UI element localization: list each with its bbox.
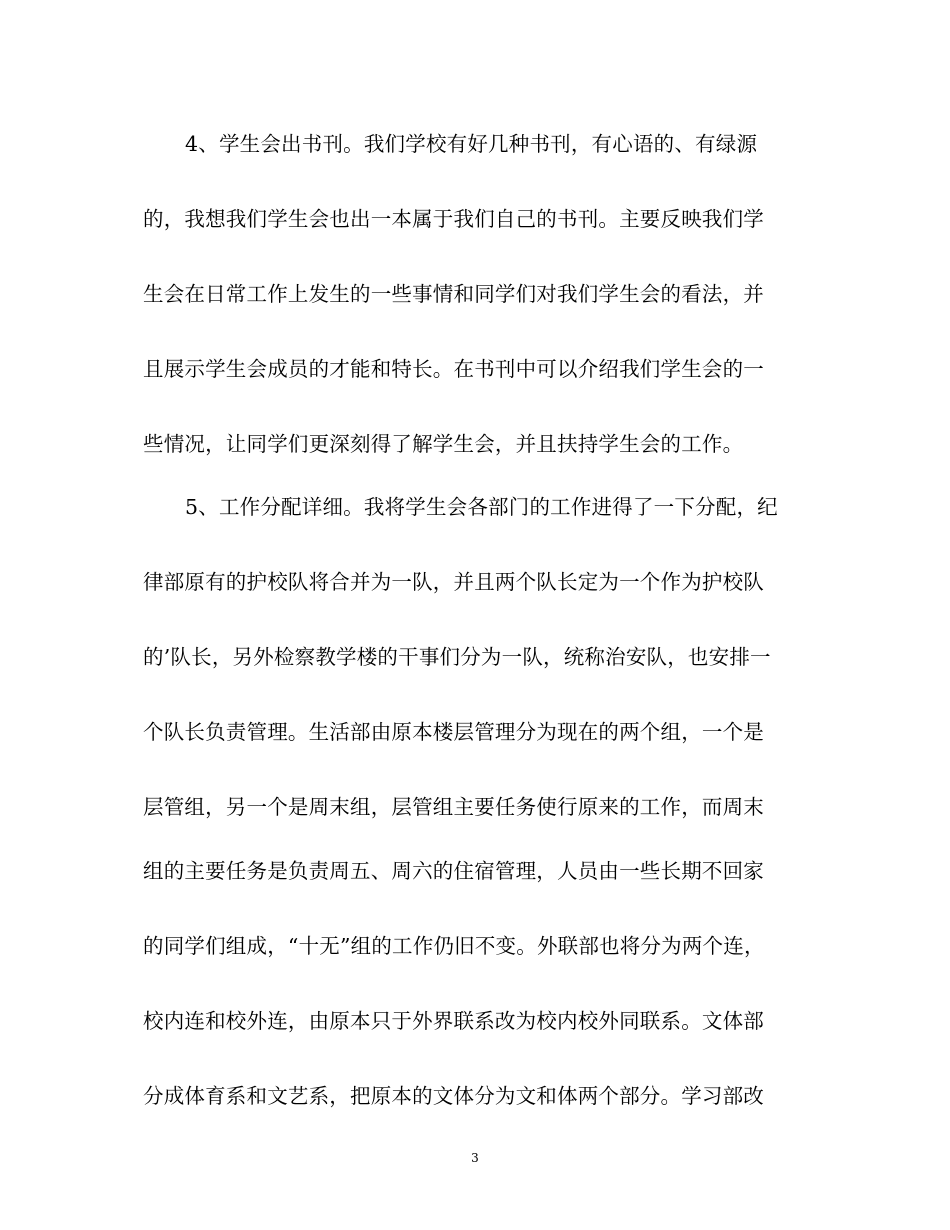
paragraph-line: 校内连和校外连，由原本只于外界联系改为校内校外同联系。文体部 [143,1009,764,1033]
paragraph-line: 分成体育系和文艺系，把原本的文体分为文和体两个部分。学习部改 [143,1084,764,1108]
page-number: 3 [471,1151,479,1165]
paragraph-line: 且展示学生会成员的才能和特长。在书刊中可以介绍我们学生会的一 [143,357,764,381]
paragraph-line: 4、学生会出书刊。我们学校有好几种书刊，有心语的、有绿源 [185,132,758,156]
paragraph-line: 个队长负责管理。生活部由原本楼层管理分为现在的两个组，一个是 [143,720,764,744]
paragraph-line: 的，我想我们学生会也出一本属于我们自己的书刊。主要反映我们学 [143,207,764,231]
paragraph-line: 生会在日常工作上发生的一些事情和同学们对我们学生会的看法，并 [143,282,764,306]
paragraph-line: 层管组，另一个是周末组，层管组主要任务使行原来的工作，而周末 [143,795,764,819]
paragraph-line: 的’队长，另外检察教学楼的干事们分为一队，统称治安队，也安排一 [143,645,771,669]
paragraph-line: 些情况，让同学们更深刻得了解学生会，并且扶持学生会的工作。 [143,432,744,456]
paragraph-line: 律部原有的护校队将合并为一队，并且两个队长定为一个作为护校队 [143,570,764,594]
paragraph-line: 5、工作分配详细。我将学生会各部门的工作进得了一下分配，纪 [185,495,778,519]
paragraph-line: 的同学们组成，“十无”组的工作仍旧不变。外联部也将分为两个连， [143,934,765,958]
paragraph-line: 组的主要任务是负责周五、周六的住宿管理，人员由一些长期不回家 [143,859,764,883]
